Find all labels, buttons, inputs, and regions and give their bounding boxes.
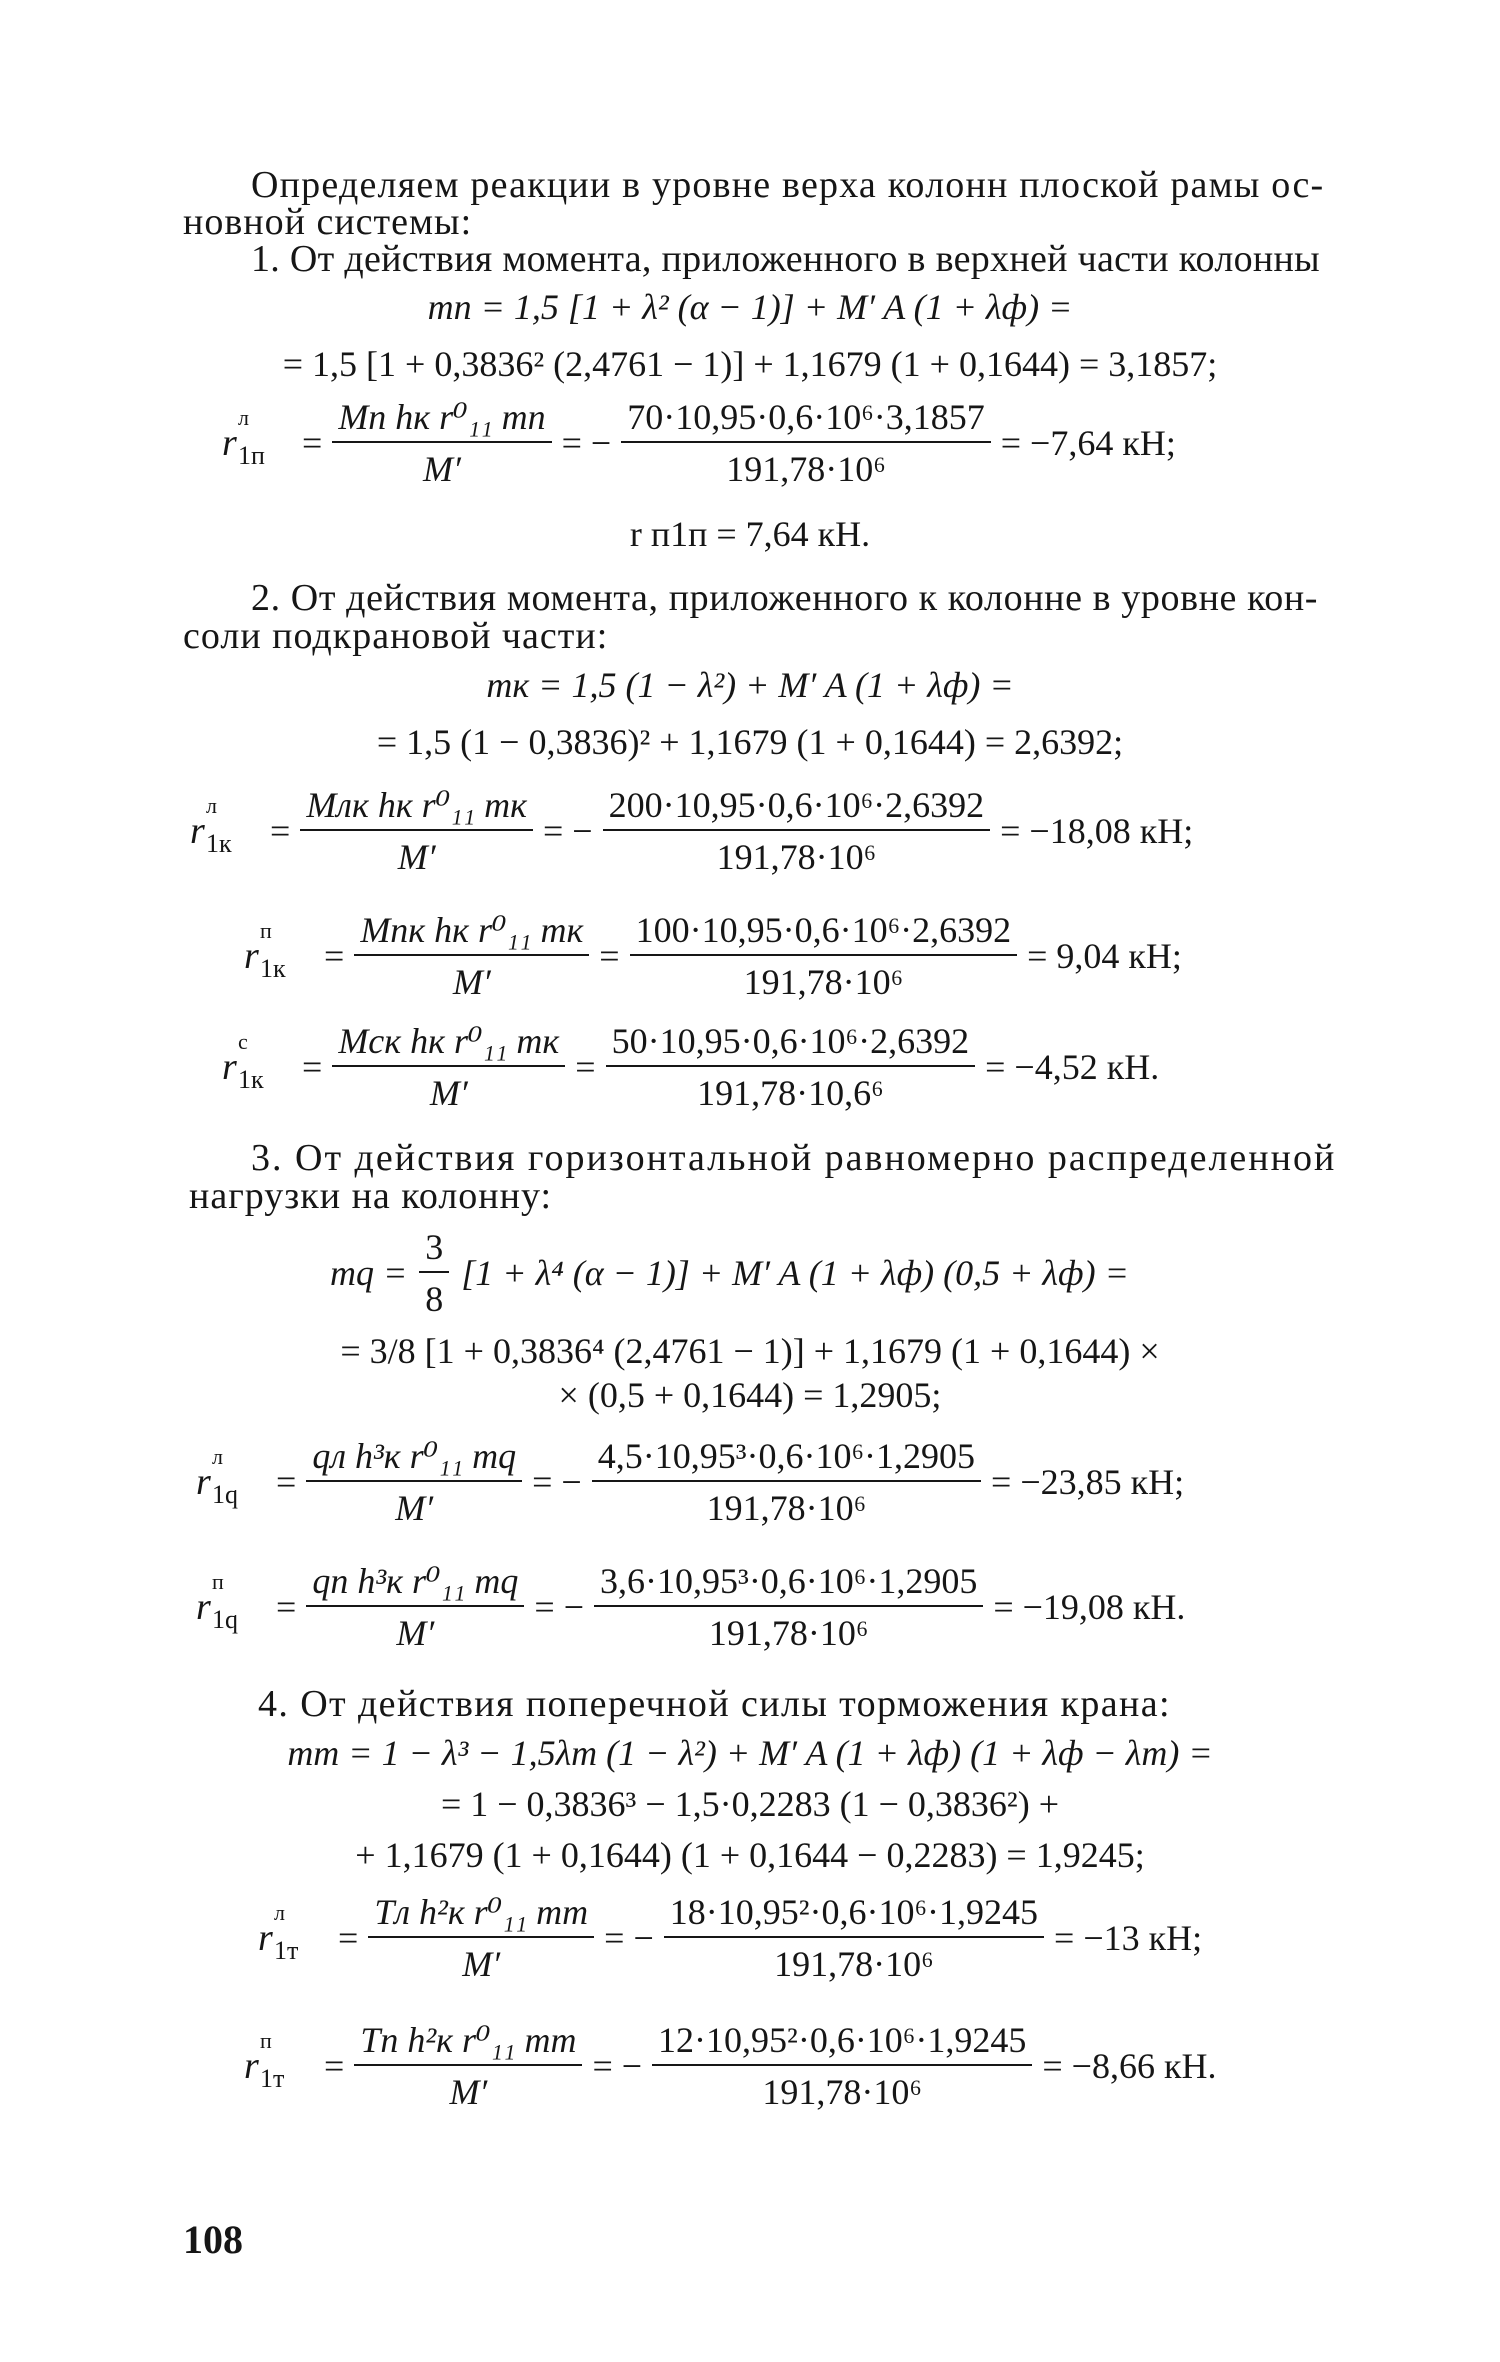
item1-r-l-equation: r л 1п = $\frac{\text{Mп hк r⁰₁₁ mп}}{M'}$ = − $\frac{\text{70·10,95·0,6·10⁶·3,1857}}{\text{191,78·10⁶}}$ = −7,64 кН; (222, 397, 1176, 489)
item2-m-definition: mк = 1,5 (1 − λ²) + M′ A (1 + λф) = (486, 665, 1014, 705)
item2-m-calculation: = 1,5 (1 − 0,3836)² + 1,1679 (1 + 0,1644) = 2,6392; (376, 722, 1124, 762)
item4-r-p-equation: r п 1т = $\frac{\text{Tп h²к r⁰₁₁ mт}}{M'}$ = − $\frac{\text{12·10,95²·0,6·10⁶·1,9245}}{\text{191,78·10⁶}}$ = −8,66 кН. (244, 2020, 1217, 2112)
item1-m-definition: mп = 1,5 [1 + λ² (α − 1)] + M′ A (1 + λф) = (427, 287, 1073, 327)
item1-r-l-symbolic-fraction: $\frac{\text{Mп hк r⁰₁₁ mп}}{M'}$ (332, 396, 551, 490)
item3-m-definition: mq = $\frac{3}{8}$ [1 + λ⁴ (α − 1)] + M′ A (1 + λф) (0,5 + λф) = (330, 1227, 1129, 1319)
item3-heading-line-2: нагрузки на колонну: (189, 1175, 553, 1217)
item3-heading-line-1: 3. От действия горизонтальной равномерно распределенной (251, 1137, 1337, 1179)
item4-heading: 4. От действия поперечной силы торможения крана: (258, 1683, 1171, 1725)
item4-r-l-equation: r л 1т = $\frac{\text{Tл h²к r⁰₁₁ mт}}{M'}$ = − $\frac{\text{18·10,95²·0,6·10⁶·1,9245}}{\text{191,78·10⁶}}$ = −13 кН; (258, 1892, 1203, 1984)
item3-r-l-equation: r л 1q = $\frac{\text{qл h³к r⁰₁₁ mq}}{M'}$ = − $\frac{\text{4,5·10,95³·0,6·10⁶·1,2905}}{\text{191,78·10⁶}}$ = −23,85 кН; (196, 1436, 1185, 1528)
intro-line-1: Определяем реакции в уровне верха колонн плоской рамы ос- (251, 164, 1325, 206)
item4-m-calculation-1: = 1 − 0,3836³ − 1,5·0,2283 (1 − 0,3836²) + (440, 1784, 1060, 1824)
item2-heading-line-1: 2. От действия момента, приложенного к колонне в уровне кон- (251, 577, 1319, 619)
item1-r-l-symbol: r л 1п (222, 405, 265, 470)
item3-m-calculation-2: × (0,5 + 0,1644) = 1,2905; (558, 1375, 942, 1415)
item1-r-p-result: r п1п = 7,64 кН. (629, 514, 871, 554)
intro-line-2: новной системы: (183, 201, 473, 243)
item2-r-c-equation: r с 1к = $\frac{\text{Mск hк r⁰₁₁ mк}}{M'}$ = $\frac{\text{50·10,95·0,6·10⁶·2,6392}}{\text{191,78·10,6⁶}}$ = −4,52 кН. (222, 1021, 1160, 1113)
item1-m-calculation: = 1,5 [1 + 0,3836² (2,4761 − 1)] + 1,1679 (1 + 0,1644) = 3,1857; (282, 344, 1218, 384)
item2-r-l-equation: r л 1к = $\frac{\text{Mлк hк r⁰₁₁ mк}}{M'}$ = − $\frac{\text{200·10,95·0,6·10⁶·2,6392}}{\text{191,78·10⁶}}$ = −18,08 кН; (190, 785, 1194, 877)
item2-heading-line-2: соли подкрановой части: (183, 615, 609, 657)
item4-m-definition: mт = 1 − λ³ − 1,5λт (1 − λ²) + M′ A (1 + λф) (1 + λф − λт) = (287, 1733, 1213, 1773)
item3-r-p-equation: r п 1q = $\frac{\text{qп h³к r⁰₁₁ mq}}{M'}$ = − $\frac{\text{3,6·10,95³·0,6·10⁶·1,2905}}{\text{191,78·10⁶}}$ = −19,08 кН. (196, 1561, 1186, 1653)
page-number: 108 (183, 2217, 243, 2262)
item2-r-p-equation: r п 1к = $\frac{\text{Mпк hк r⁰₁₁ mк}}{M'}$ = $\frac{\text{100·10,95·0,6·10⁶·2,6392}}{\text{191,78·10⁶}}$ = 9,04 кН; (244, 910, 1182, 1002)
item3-m-calculation-1: = 3/8 [1 + 0,3836⁴ (2,4761 − 1)] + 1,1679 (1 + 0,1644) × (340, 1331, 1160, 1371)
item1-r-l-result: = −7,64 кН; (1000, 423, 1176, 463)
item1-heading: 1. От действия момента, приложенного в верхней части колонны (251, 238, 1320, 280)
item1-r-l-numeric-fraction: $\frac{\text{70·10,95·0,6·10⁶·3,1857}}{\text{191,78·10⁶}}$ (621, 396, 991, 490)
item4-m-calculation-2: + 1,1679 (1 + 0,1644) (1 + 0,1644 − 0,2283) = 1,9245; (355, 1835, 1145, 1875)
